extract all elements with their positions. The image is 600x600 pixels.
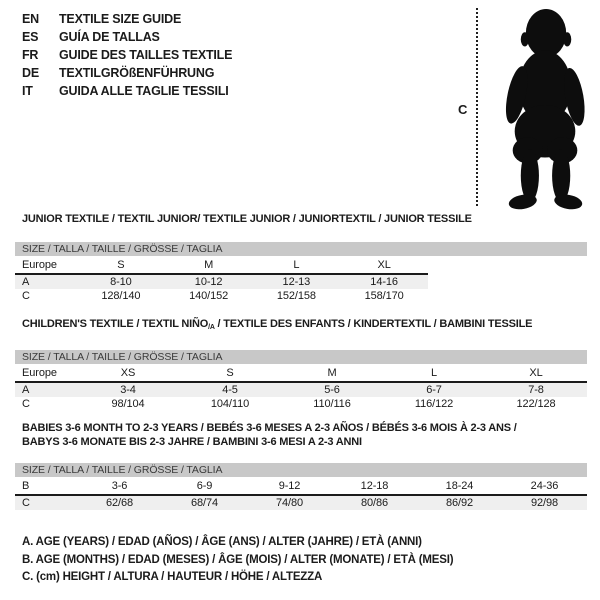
size-cell: 62/68 <box>105 497 134 509</box>
size-cell: L <box>430 366 438 379</box>
row-label: Europe <box>22 258 57 271</box>
language-header <box>22 10 232 100</box>
size-cell: 5-6 <box>324 384 340 396</box>
size-cell: 7-8 <box>528 384 544 396</box>
section-title-text: JUNIOR TEXTILE / TEXTIL JUNIOR/ TEXTILE JUNIOR / JUNIORTEXTIL / JUNIOR TESSILE <box>22 213 472 225</box>
size-cell: 12-18 <box>360 479 389 492</box>
row-label: Europe <box>22 366 57 379</box>
language-label: TEXTILGRÖßENFÜHRUNG <box>59 66 215 80</box>
size-cell: 80/86 <box>360 497 389 509</box>
size-cell: 110/116 <box>313 398 351 410</box>
size-cell: 9-12 <box>278 479 301 492</box>
size-cell: 24-36 <box>530 479 559 492</box>
size-cell: 12-13 <box>282 276 311 288</box>
size-cell: 128/140 <box>101 290 141 302</box>
row-label: A <box>22 276 30 288</box>
size-cell: 3-6 <box>111 479 128 492</box>
language-code: FR <box>22 48 39 62</box>
section-title <box>15 317 587 333</box>
footnotes <box>22 534 453 587</box>
size-cell: 152/158 <box>276 290 316 302</box>
language-label: GUIDE DES TAILLES TEXTILE <box>59 48 233 62</box>
language-code: EN <box>22 12 39 26</box>
section-childrens-textile <box>15 317 587 411</box>
language-label: TEXTILE SIZE GUIDE <box>59 12 182 26</box>
baby-silhouette-icon <box>487 6 600 212</box>
size-cell: 18-24 <box>445 479 474 492</box>
section-babies-textile <box>15 421 587 510</box>
size-cell: XS <box>120 366 136 379</box>
size-cell: 116/122 <box>414 398 454 410</box>
size-cell: L <box>293 258 300 271</box>
table-row <box>15 275 428 289</box>
size-cell: XL <box>529 366 543 379</box>
size-cell: 86/92 <box>445 497 474 509</box>
language-code: ES <box>22 30 39 44</box>
measure-label-c: C <box>458 102 468 117</box>
table-row <box>15 477 587 496</box>
row-label: B <box>22 479 30 492</box>
language-code: IT <box>22 84 33 98</box>
size-table <box>15 256 428 303</box>
size-cell: 3-4 <box>120 384 136 396</box>
size-cell: 74/80 <box>275 497 304 509</box>
size-cell: 6-9 <box>196 479 213 492</box>
section-title-text: / TEXTILE DES ENFANTS / KINDERTEXTIL / BAMBINI TESSILE <box>214 318 533 330</box>
size-header-bar: SIZE / TALLA / TAILLE / GRÖSSE / TAGLIA <box>15 463 587 477</box>
section-title-block <box>15 212 587 226</box>
section-title <box>15 435 587 449</box>
size-cell: 140/152 <box>189 290 229 302</box>
table-row <box>15 397 587 411</box>
section-title-block <box>15 317 587 333</box>
size-cell: M <box>204 258 214 271</box>
row-label: C <box>22 398 30 410</box>
table-row <box>15 364 587 383</box>
row-label: A <box>22 384 30 396</box>
size-cell: 14-16 <box>370 276 398 288</box>
table-row <box>15 256 428 275</box>
language-row <box>22 10 232 28</box>
section-title-block <box>15 421 587 449</box>
language-label: GUÍA DE TALLAS <box>59 30 160 44</box>
size-cell: 104/110 <box>210 398 250 410</box>
size-cell: 92/98 <box>530 497 559 509</box>
language-code: DE <box>22 66 39 80</box>
language-row <box>22 28 232 46</box>
size-cell: 4-5 <box>222 384 238 396</box>
size-cell: M <box>327 366 337 379</box>
size-cell: 8-10 <box>110 276 132 288</box>
size-table <box>15 477 587 510</box>
size-cell: 98/104 <box>111 398 145 410</box>
size-cell: 6-7 <box>426 384 442 396</box>
size-cell: S <box>117 258 125 271</box>
section-junior-textile <box>15 212 587 303</box>
size-cell: 158/170 <box>364 290 404 302</box>
language-row <box>22 64 232 82</box>
language-row <box>22 82 232 100</box>
size-cell: 122/128 <box>516 398 556 410</box>
size-cell: XL <box>377 258 391 271</box>
table-row <box>15 496 587 510</box>
footnote-line: A. AGE (YEARS) / EDAD (AÑOS) / ÂGE (ANS) / ALTER (JAHRE) / ETÀ (ANNI) <box>22 536 422 548</box>
size-table <box>15 364 587 411</box>
size-header-bar: SIZE / TALLA / TAILLE / GRÖSSE / TAGLIA <box>15 350 587 364</box>
height-measure-figure <box>450 4 600 216</box>
row-label: C <box>22 290 30 302</box>
size-header-bar: SIZE / TALLA / TAILLE / GRÖSSE / TAGLIA <box>15 242 587 256</box>
table-row <box>15 383 587 397</box>
language-row <box>22 46 232 64</box>
language-label: GUIDA ALLE TAGLIE TESSILI <box>59 84 229 98</box>
section-title-text: BABYS 3-6 MONATE BIS 2-3 JAHRE / BAMBINI 3-6 MESI A 2-3 ANNI <box>22 436 362 448</box>
footnote-line: B. AGE (MONTHS) / EDAD (MESES) / ÂGE (MOIS) / ALTER (MONATE) / ETÀ (MESI) <box>22 553 454 566</box>
section-title <box>15 421 587 435</box>
row-label: C <box>22 497 30 509</box>
section-title <box>15 212 587 226</box>
footnote-line: C. (cm) HEIGHT / ALTURA / HAUTEUR / HÖHE / ALTEZZA <box>22 571 323 583</box>
size-cell: 68/74 <box>190 497 219 509</box>
section-title-text: BABIES 3-6 MONTH TO 2-3 YEARS / BEBÉS 3-6 MESES A 2-3 AÑOS / BÉBÉS 3-6 MOIS À 2-3 ANS / <box>22 422 517 434</box>
size-cell: 10-12 <box>194 276 223 288</box>
size-cell: S <box>226 366 234 379</box>
table-row <box>15 289 428 303</box>
section-title-subscript: /A <box>208 324 215 331</box>
dotted-measure-line <box>476 8 478 206</box>
section-title-text: CHILDREN'S TEXTILE / TEXTIL NIÑO <box>22 318 209 330</box>
